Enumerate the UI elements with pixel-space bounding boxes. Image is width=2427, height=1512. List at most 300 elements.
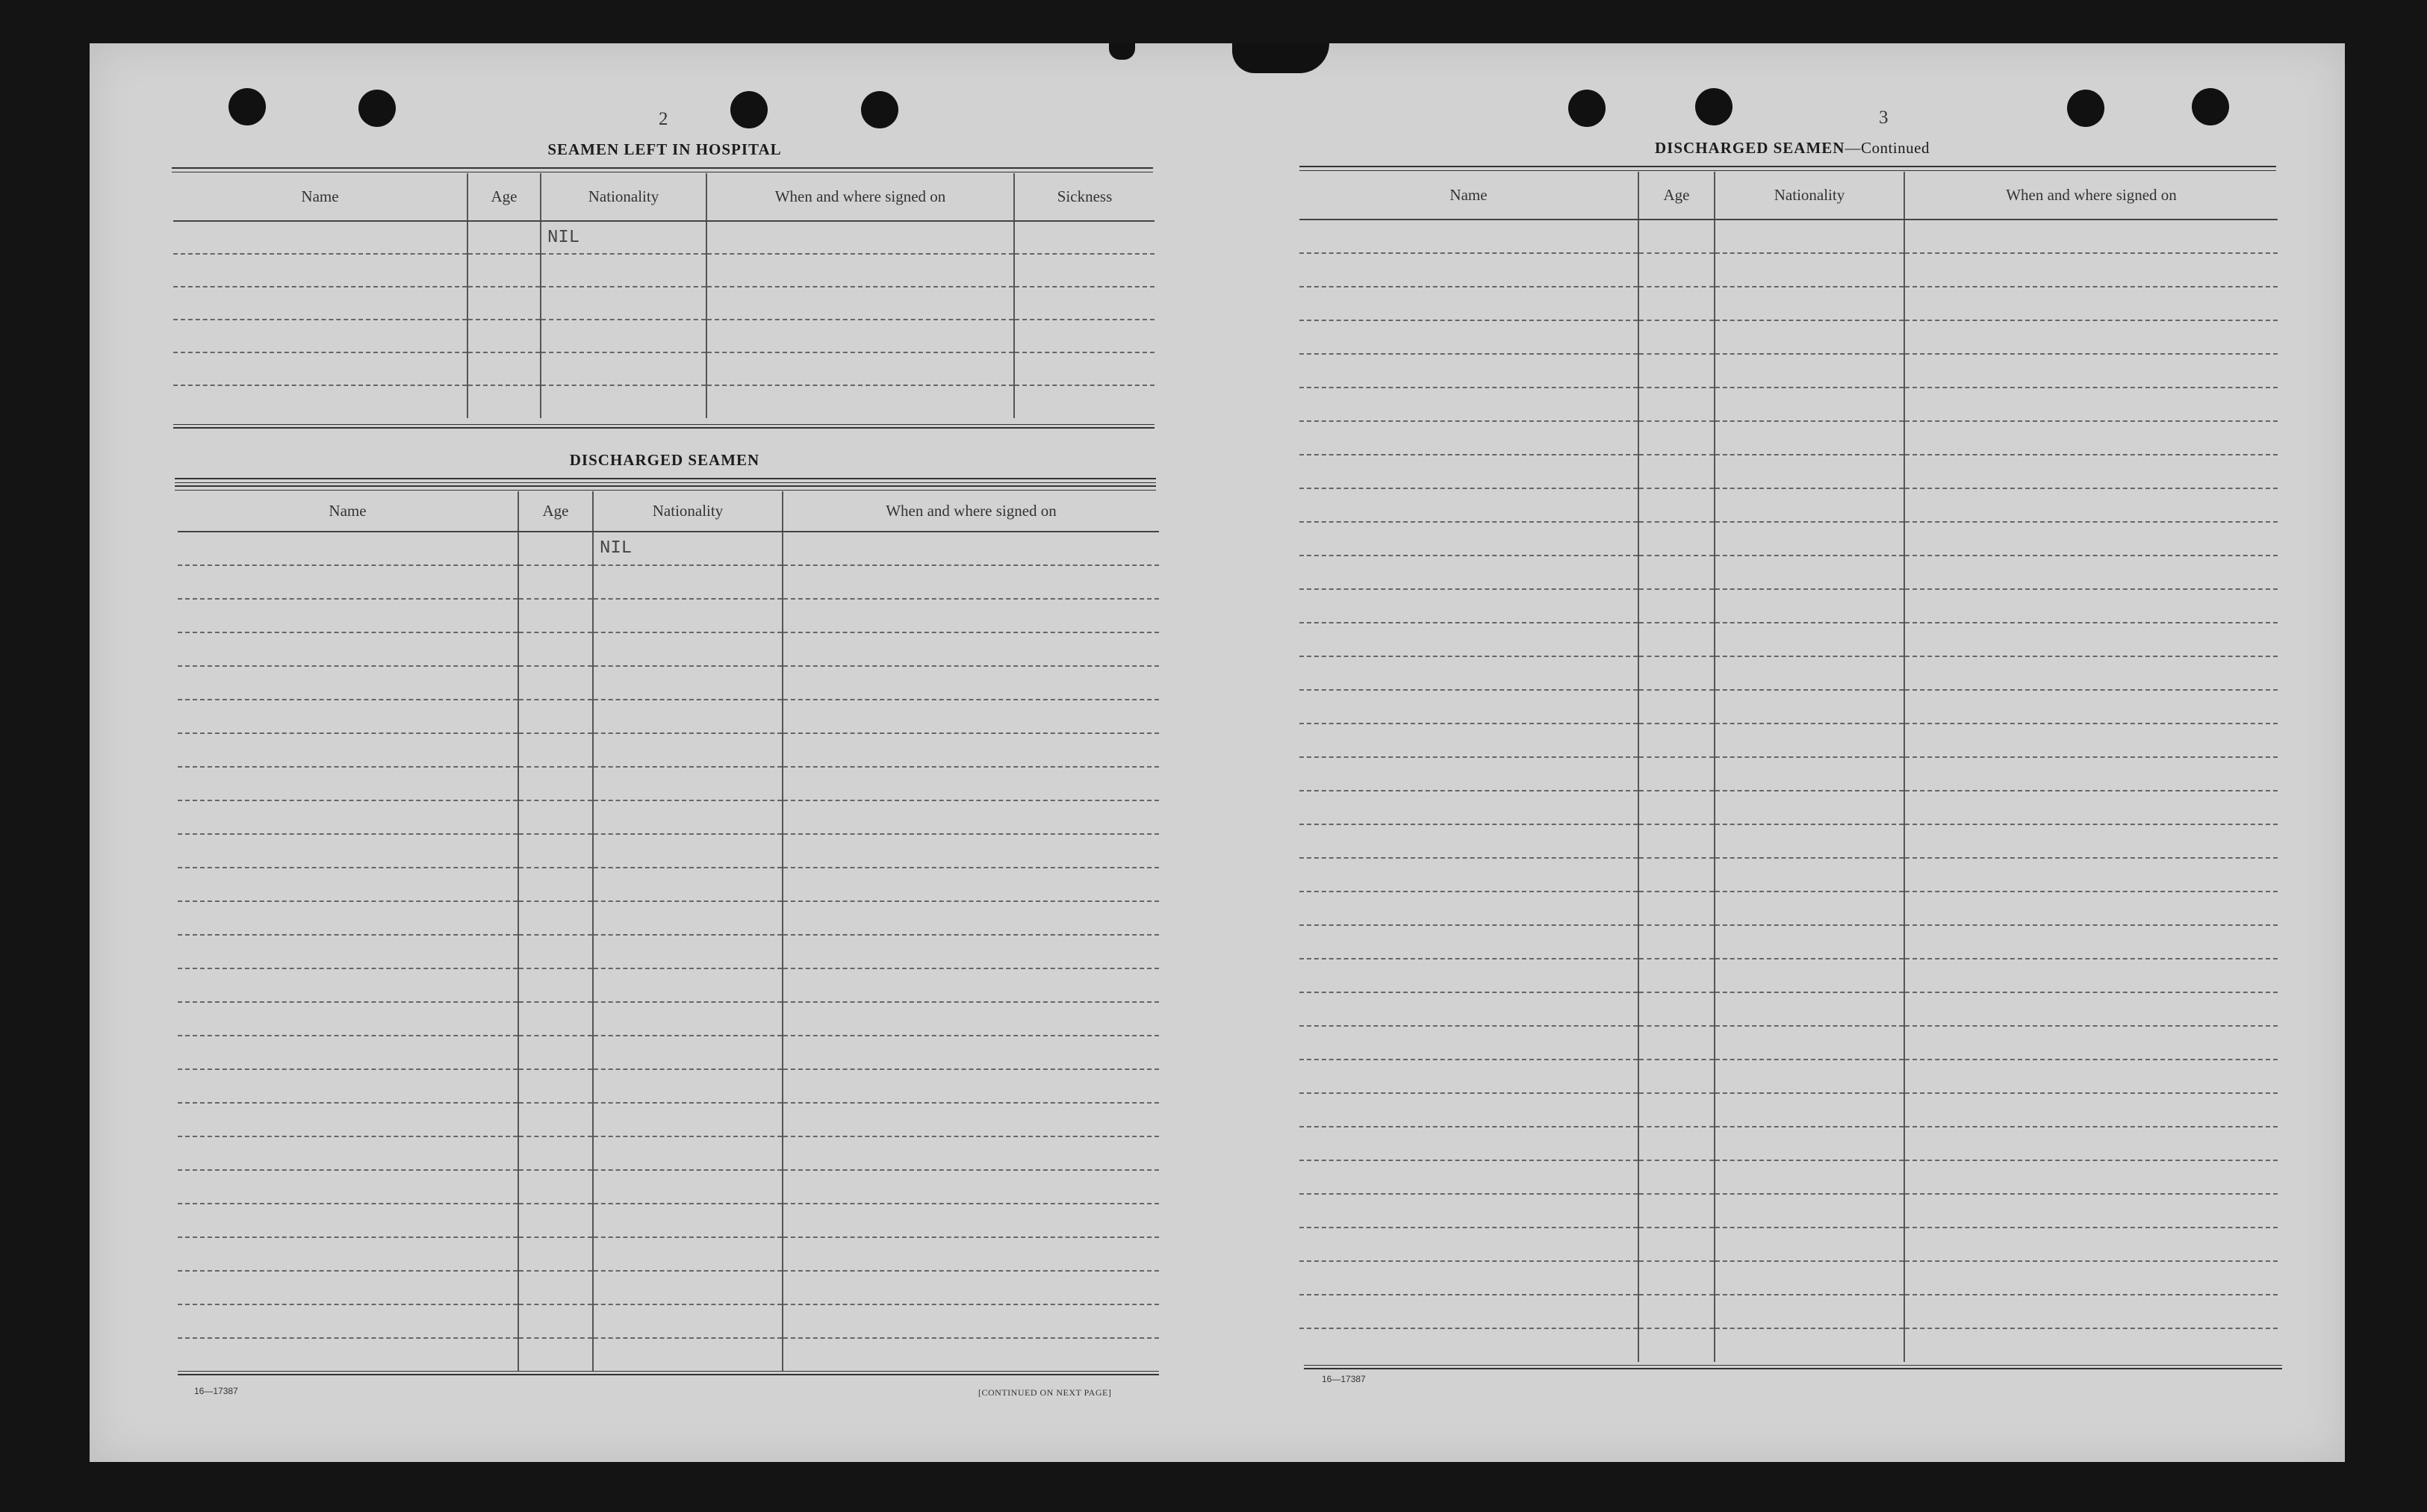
table-cell [1715, 320, 1904, 354]
table-cell [1904, 1127, 2278, 1160]
table-cell [467, 221, 541, 254]
table-row [178, 733, 1159, 767]
table-cell [593, 935, 783, 968]
table-row [1299, 1060, 2278, 1093]
table-cell [1715, 1328, 1904, 1362]
table-row [1299, 858, 2278, 892]
table-cell [593, 1103, 783, 1136]
table-cell [783, 901, 1159, 935]
table-cell [1014, 352, 1155, 385]
table-cell [178, 532, 518, 565]
table-row [1299, 757, 2278, 791]
table-cell [783, 1271, 1159, 1304]
table-cell [541, 320, 706, 352]
table-cell [178, 868, 518, 901]
table-cell [1299, 220, 1638, 253]
table-cell [783, 767, 1159, 800]
hospital-table [173, 173, 1155, 418]
table-row [1299, 959, 2278, 992]
table-row [173, 287, 1155, 320]
table-cell [1638, 1127, 1715, 1160]
table-cell [1638, 757, 1715, 791]
table-cell [783, 1204, 1159, 1237]
table-cell [1299, 1093, 1638, 1127]
table-cell [783, 1036, 1159, 1069]
table-cell [1904, 892, 2278, 925]
table-cell [1638, 791, 1715, 824]
table-cell [518, 1204, 593, 1237]
table-cell [178, 901, 518, 935]
table-cell [1904, 925, 2278, 959]
table-cell [541, 287, 706, 320]
table-row [178, 1136, 1159, 1170]
table-cell [1638, 992, 1715, 1026]
table-cell [1299, 623, 1638, 656]
table-cell [178, 700, 518, 733]
section-title [1299, 139, 2285, 158]
table-cell [178, 834, 518, 868]
table-row [178, 632, 1159, 666]
table-cell [1715, 1026, 1904, 1060]
table-row [178, 1170, 1159, 1204]
table-cell [1014, 254, 1155, 287]
table-cell [783, 968, 1159, 1002]
table-cell [1715, 1093, 1904, 1127]
table-cell [593, 1136, 783, 1170]
page-number: 3 [1879, 108, 1889, 128]
table-cell [178, 1103, 518, 1136]
table-cell [518, 1069, 593, 1103]
table-cell [1299, 1127, 1638, 1160]
table-cell [467, 254, 541, 287]
table-cell [178, 968, 518, 1002]
table-cell [518, 632, 593, 666]
table-cell [1904, 992, 2278, 1026]
table-cell [706, 221, 1014, 254]
table-cell [178, 666, 518, 700]
table-cell [1904, 1228, 2278, 1261]
table-cell [593, 767, 783, 800]
table-row [1299, 925, 2278, 959]
table-cell [1299, 1228, 1638, 1261]
table-row [178, 1002, 1159, 1036]
table-cell [1715, 1261, 1904, 1295]
table-cell [1638, 1093, 1715, 1127]
table-cell: NIL [593, 532, 783, 565]
table-cell [178, 800, 518, 834]
table-cell [1904, 656, 2278, 690]
table-cell [1014, 320, 1155, 352]
table-row [1299, 1160, 2278, 1194]
table-cell [1299, 522, 1638, 556]
table-cell [593, 666, 783, 700]
column-header-signed-on: When and where signed on [783, 491, 1159, 532]
table-cell [518, 666, 593, 700]
table-cell [1638, 388, 1715, 421]
table-cell [593, 1002, 783, 1036]
table-cell [1904, 421, 2278, 455]
discharged-continued-table [1299, 172, 2278, 1362]
table-cell [1299, 354, 1638, 388]
table-cell [783, 1338, 1159, 1372]
table-row [178, 532, 1159, 565]
table-row [178, 1237, 1159, 1271]
table-cell [1715, 656, 1904, 690]
table-cell [593, 1338, 783, 1372]
table-cell [783, 666, 1159, 700]
table-row [1299, 992, 2278, 1026]
table-cell [593, 800, 783, 834]
table-cell [1715, 791, 1904, 824]
table-cell [1299, 925, 1638, 959]
table-cell [1638, 522, 1715, 556]
table-row [1299, 1194, 2278, 1228]
table-cell [1904, 1093, 2278, 1127]
table-cell [1904, 690, 2278, 724]
table-cell [593, 1304, 783, 1338]
table-cell [178, 1002, 518, 1036]
table-row [178, 800, 1159, 834]
table-cell [1904, 220, 2278, 253]
column-header-nationality: Nationality [593, 491, 783, 532]
table-cell [783, 935, 1159, 968]
table-row [178, 868, 1159, 901]
table-cell [783, 1136, 1159, 1170]
table-row [173, 254, 1155, 287]
table-row [1299, 488, 2278, 522]
table-cell [1299, 1295, 1638, 1328]
table-cell [1715, 925, 1904, 959]
column-header-age: Age [467, 173, 541, 221]
section-title: SEAMEN LEFT IN HOSPITAL [547, 140, 782, 158]
table-cell [1904, 824, 2278, 858]
table-row [1299, 253, 2278, 287]
table-cell [1904, 522, 2278, 556]
table-cell [783, 1069, 1159, 1103]
table-cell [1299, 388, 1638, 421]
table-row [1299, 623, 2278, 656]
table-cell [1904, 1194, 2278, 1228]
table-cell [1904, 623, 2278, 656]
table-cell [1014, 385, 1155, 418]
table-cell [1638, 724, 1715, 757]
table-cell [1715, 992, 1904, 1026]
table-cell [1299, 589, 1638, 623]
table-row [178, 1036, 1159, 1069]
table-cell [783, 1103, 1159, 1136]
table-cell [1715, 1160, 1904, 1194]
table-cell [518, 1103, 593, 1136]
table-cell [1638, 354, 1715, 388]
table-row [178, 901, 1159, 935]
table-cell [1715, 354, 1904, 388]
table-cell [706, 385, 1014, 418]
table-cell [1904, 757, 2278, 791]
table-cell [1299, 959, 1638, 992]
table-cell [1904, 556, 2278, 589]
table-cell [173, 254, 467, 287]
table-cell [593, 1069, 783, 1103]
table-cell [467, 287, 541, 320]
table-cell [178, 599, 518, 632]
table-row [1299, 455, 2278, 488]
table-cell [1299, 556, 1638, 589]
table-cell [1715, 522, 1904, 556]
document-sheet [90, 43, 2345, 1462]
table-cell [593, 1170, 783, 1204]
table-cell [1299, 724, 1638, 757]
table-cell [467, 352, 541, 385]
table-cell [541, 254, 706, 287]
table-row [173, 385, 1155, 418]
table-cell [1904, 1060, 2278, 1093]
table-cell [1299, 858, 1638, 892]
table-cell [706, 254, 1014, 287]
table-cell [178, 935, 518, 968]
table-cell [593, 901, 783, 935]
table-cell [1715, 1228, 1904, 1261]
table-cell [1299, 824, 1638, 858]
table-cell [1904, 791, 2278, 824]
double-rule [178, 1371, 1159, 1375]
table-row [1299, 421, 2278, 455]
table-cell [783, 532, 1159, 565]
table-cell [178, 1237, 518, 1271]
table-cell [518, 868, 593, 901]
table-cell [1715, 287, 1904, 320]
table-cell [1715, 824, 1904, 858]
table-cell [1715, 1060, 1904, 1093]
table-cell [1299, 757, 1638, 791]
table-cell [1299, 690, 1638, 724]
double-rule [1299, 166, 2276, 171]
table-cell [1638, 253, 1715, 287]
table-cell [1904, 287, 2278, 320]
form-number: 16—17387 [194, 1386, 238, 1396]
table-cell [178, 1036, 518, 1069]
table-cell [1638, 589, 1715, 623]
table-cell [1715, 253, 1904, 287]
table-cell [1299, 488, 1638, 522]
table-cell [783, 800, 1159, 834]
table-row [178, 599, 1159, 632]
table-row [1299, 892, 2278, 925]
page-number: 2 [659, 109, 668, 129]
section-title-suffix: —Continued [1845, 139, 1930, 157]
table-cell [1299, 421, 1638, 455]
table-cell [467, 320, 541, 352]
table-cell [1638, 623, 1715, 656]
table-row [1299, 1093, 2278, 1127]
table-row [1299, 824, 2278, 858]
table-cell [1904, 1328, 2278, 1362]
table-cell [178, 767, 518, 800]
left-page [172, 43, 1157, 1462]
table-cell [1904, 724, 2278, 757]
table-row [1299, 589, 2278, 623]
table-cell [518, 1271, 593, 1304]
table-cell [1638, 1228, 1715, 1261]
table-row [178, 1069, 1159, 1103]
table-cell [1715, 892, 1904, 925]
column-header-signed-on: When and where signed on [1904, 172, 2278, 220]
table-row [178, 666, 1159, 700]
table-cell [1904, 1160, 2278, 1194]
table-cell [593, 834, 783, 868]
column-header-age: Age [518, 491, 593, 532]
table-cell [518, 968, 593, 1002]
table-cell [593, 1036, 783, 1069]
table-cell [1715, 421, 1904, 455]
column-header-name: Name [1299, 172, 1638, 220]
table-cell [178, 565, 518, 599]
table-cell [1715, 959, 1904, 992]
table-cell [173, 221, 467, 254]
table-cell [593, 700, 783, 733]
table-cell [593, 565, 783, 599]
table-cell [1638, 488, 1715, 522]
table-cell [1904, 488, 2278, 522]
table-cell [1638, 556, 1715, 589]
table-cell [593, 1237, 783, 1271]
table-cell [1904, 959, 2278, 992]
table-row [173, 221, 1155, 254]
table-cell [1638, 1328, 1715, 1362]
table-cell [1638, 1194, 1715, 1228]
table-cell [178, 1069, 518, 1103]
table-cell [783, 868, 1159, 901]
table-cell [1014, 287, 1155, 320]
table-row [1299, 1127, 2278, 1160]
table-cell [178, 1204, 518, 1237]
table-cell [1638, 892, 1715, 925]
table-row [178, 834, 1159, 868]
table-cell [1715, 858, 1904, 892]
table-row [1299, 287, 2278, 320]
table-cell [518, 901, 593, 935]
table-cell [1299, 1026, 1638, 1060]
table-cell [1904, 1026, 2278, 1060]
table-cell [518, 1237, 593, 1271]
table-cell [1299, 791, 1638, 824]
table-cell [518, 935, 593, 968]
table-row [1299, 354, 2278, 388]
table-cell [1715, 757, 1904, 791]
table-cell [593, 1204, 783, 1237]
table-cell [1638, 925, 1715, 959]
table-cell [1715, 455, 1904, 488]
table-cell [178, 1338, 518, 1372]
discharged-table [178, 491, 1159, 1372]
table-cell [518, 565, 593, 599]
table-cell [518, 1136, 593, 1170]
table-cell [593, 868, 783, 901]
table-cell [1299, 892, 1638, 925]
table-cell [1904, 253, 2278, 287]
table-cell [1638, 1026, 1715, 1060]
table-row [178, 968, 1159, 1002]
table-cell [173, 320, 467, 352]
table-cell [1904, 354, 2278, 388]
table-cell [1904, 589, 2278, 623]
table-cell [783, 632, 1159, 666]
table-cell [1715, 220, 1904, 253]
table-cell [1638, 858, 1715, 892]
table-cell [518, 800, 593, 834]
table-cell [518, 700, 593, 733]
table-cell [1638, 656, 1715, 690]
table-cell [1638, 220, 1715, 253]
table-cell [1299, 287, 1638, 320]
continued-note: [CONTINUED ON NEXT PAGE] [978, 1387, 1112, 1398]
table-cell [518, 1170, 593, 1204]
column-header-nationality: Nationality [1715, 172, 1904, 220]
column-header-nationality: Nationality [541, 173, 706, 221]
table-cell [783, 565, 1159, 599]
table-cell [1299, 455, 1638, 488]
table-cell [1638, 320, 1715, 354]
column-header-age: Age [1638, 172, 1715, 220]
table-cell [178, 632, 518, 666]
table-cell [518, 733, 593, 767]
table-cell [783, 1170, 1159, 1204]
table-row [1299, 220, 2278, 253]
table-cell [173, 352, 467, 385]
column-header-name: Name [173, 173, 467, 221]
table-cell [1638, 824, 1715, 858]
table-cell [178, 733, 518, 767]
table-cell [1904, 1295, 2278, 1328]
table-row [178, 1304, 1159, 1338]
table-cell [1715, 724, 1904, 757]
table-cell [178, 1136, 518, 1170]
table-cell [1715, 690, 1904, 724]
table-cell [518, 1304, 593, 1338]
table-cell [518, 1036, 593, 1069]
table-cell [783, 733, 1159, 767]
table-cell [1299, 253, 1638, 287]
table-cell [706, 287, 1014, 320]
table-cell [178, 1304, 518, 1338]
table-cell [1299, 320, 1638, 354]
double-rule [1304, 1365, 2282, 1369]
column-header-signed-on: When and where signed on [706, 173, 1014, 221]
table-cell [1638, 1295, 1715, 1328]
table-cell [1638, 455, 1715, 488]
table-cell [1904, 1261, 2278, 1295]
table-cell [518, 599, 593, 632]
table-cell [593, 1271, 783, 1304]
table-cell [1715, 623, 1904, 656]
table-cell [1299, 1194, 1638, 1228]
table-cell [1638, 1160, 1715, 1194]
table-cell [1638, 959, 1715, 992]
table-row [1299, 656, 2278, 690]
table-cell [706, 320, 1014, 352]
table-cell: NIL [541, 221, 706, 254]
table-cell [1715, 488, 1904, 522]
table-cell [518, 532, 593, 565]
table-row [178, 700, 1159, 733]
table-row [1299, 791, 2278, 824]
table-row [178, 767, 1159, 800]
table-cell [467, 385, 541, 418]
table-cell [1715, 1194, 1904, 1228]
table-row [1299, 690, 2278, 724]
table-cell [1715, 556, 1904, 589]
table-row [178, 935, 1159, 968]
table-cell [593, 599, 783, 632]
